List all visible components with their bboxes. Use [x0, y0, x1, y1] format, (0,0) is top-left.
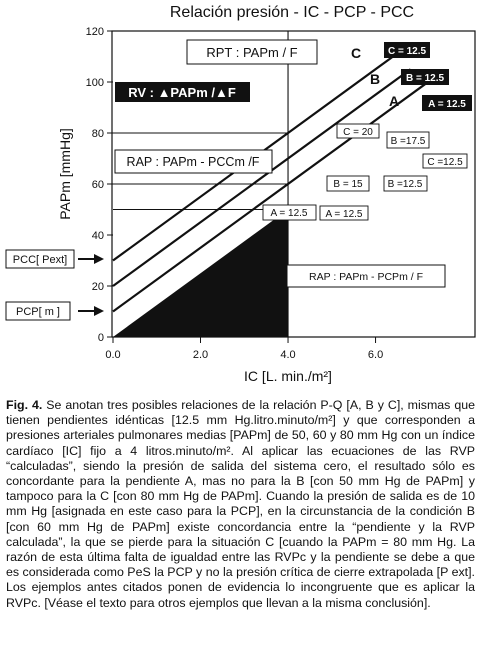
- rpt-box-label: RPT : PAPm / F: [206, 45, 298, 60]
- figure-caption: [6, 398, 475, 611]
- y-tick-label: 60: [91, 179, 104, 191]
- y-axis-ticks: [86, 26, 113, 344]
- ref50-label-2: A = 12.5: [325, 209, 363, 220]
- y-tick-label: 0: [97, 332, 104, 344]
- x-axis-ticks: [105, 337, 383, 361]
- ref80-label-2: B =17.5: [390, 136, 426, 147]
- rap-pcc-box-label: RAP : PAPm - PCCm /F: [126, 155, 260, 169]
- slope-label-a: A = 12.5: [428, 99, 466, 110]
- y-tick-label: 120: [85, 26, 104, 38]
- series-letter-b: B: [369, 71, 381, 87]
- rv-box-label: RV : ▲PAPm /▲F: [128, 85, 236, 100]
- caption-label: Fig. 4.: [6, 398, 43, 412]
- slope-label-b: B = 12.5: [405, 73, 445, 84]
- y-tick-label: 40: [91, 230, 104, 242]
- pcp-arrow-head: [94, 306, 104, 316]
- slope-label-c: C = 12.5: [387, 46, 427, 57]
- y-tick-label: 20: [91, 281, 104, 293]
- ref60-label-1: B = 15: [333, 179, 363, 190]
- ref80-label-3: C =12.5: [427, 157, 463, 168]
- series-letter-c: C: [350, 45, 362, 61]
- y-axis-label: PAPm [mmHg]: [57, 128, 73, 220]
- pcp-m-label: PCP[ m ]: [15, 306, 61, 318]
- y-tick-label: 100: [85, 77, 104, 89]
- pcc-pext-label: PCC[ Pext]: [12, 254, 68, 266]
- pcc-arrow-head: [94, 254, 104, 264]
- x-tick-label: 4.0: [280, 349, 296, 361]
- x-tick-label: 0.0: [105, 349, 121, 361]
- rap-pcp-box-label: RAP : PAPm - PCPm / F: [309, 271, 423, 283]
- ref50-label-1: A = 12.5: [270, 208, 308, 219]
- caption-text: Se anotan tres posibles relaciones de la relación P-Q [A, B y C], mismas que tienen pendientes idénticas [12.5 mm Hg.litro.minuto/m²] y que corresponden a presiones arteriales pulmonares medias [PAPm] de 50, 60 y 80 mm Hg con un índice cardíaco [IC] fijo a 4 litros.minuto/m². Al aplicar las ecuaciones de las RVP “calculadas”, siendo la presión de salida del sistema cero, el resultado sólo es concordante para la pendiente A, mas no para la B [con 50 mm Hg de PAPm] y tampoco para la C [con 80 mm Hg de PAPm]. Cuando la presión de salida es de 10 mm Hg [asignada en este caso para la PCP], en la circunstancia de la condición B [con 60 mm Hg de PAPm] existe concordancia entre la “pendiente y la RVP calculada”, la que se pierde para la situación C [cuando la PAPm = 80 mm Hg. La razón de esta última falta de igualdad entre las RVPc y la pendiente se debe a que es considerada como PeS la PCP y no la presión crítica de cierre extrapolada [P ext]. Los ejemplos antes citados ponen de evidencia lo incongruente que es aplicar la RVPc. [Véase el texto para otros ejemplos que llevan a la misma conclusión].: [6, 398, 475, 610]
- ref60-label-2: B =12.5: [387, 179, 423, 190]
- series-letter-a: A: [388, 93, 400, 109]
- ref80-label-1: C = 20: [343, 127, 373, 138]
- x-tick-label: 2.0: [192, 349, 209, 361]
- y-tick-label: 80: [91, 128, 104, 140]
- chart-title: Relación presión - IC - PCP - PCC: [169, 4, 415, 21]
- zero-outflow-triangle: [113, 210, 288, 338]
- x-tick-label: 6.0: [367, 349, 384, 361]
- x-axis-label: IC [L. min./m²]: [244, 368, 332, 384]
